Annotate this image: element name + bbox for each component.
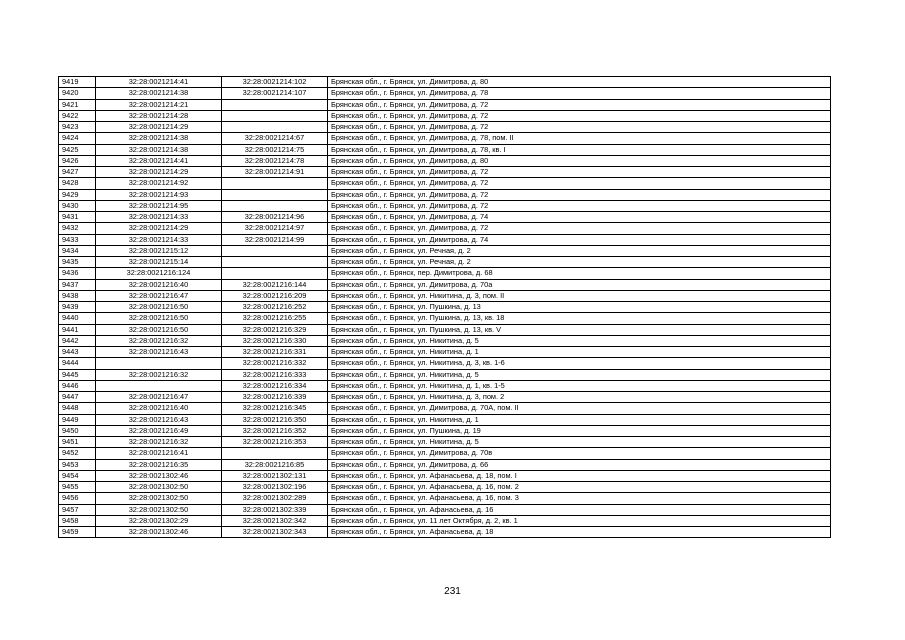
address-cell: Брянская обл., г. Брянск, ул. Димитрова, д. 72	[328, 122, 831, 133]
parcel-number-cell: 32:28:0021216:124	[96, 268, 222, 279]
parcel-number-cell: 32:28:0021302:46	[96, 527, 222, 538]
table-row	[59, 268, 831, 279]
record-number-cell: 9450	[59, 425, 96, 436]
parcel-number-cell: 32:28:0021214:29	[96, 223, 222, 234]
parcel-number-cell: 32:28:0021216:40	[96, 279, 222, 290]
table-row	[59, 200, 831, 211]
address-cell: Брянская обл., г. Брянск, ул. Афанасьева, д. 16	[328, 504, 831, 515]
address-cell: Брянская обл., г. Брянск, ул. Никитина, д. 3, пом. 2	[328, 392, 831, 403]
address-cell: Брянская обл., г. Брянск, ул. Димитрова, д. 70а	[328, 279, 831, 290]
address-cell: Брянская обл., г. Брянск, ул. Димитрова, д. 72	[328, 99, 831, 110]
address-cell: Брянская обл., г. Брянск, ул. Никитина, д. 5	[328, 369, 831, 380]
record-number-cell: 9446	[59, 380, 96, 391]
record-number-cell: 9438	[59, 290, 96, 301]
address-cell: Брянская обл., г. Брянск, ул. Никитина, д. 1, кв. 1-5	[328, 380, 831, 391]
records-table	[58, 76, 831, 538]
address-cell: Брянская обл., г. Брянск, ул. Димитрова, д. 72	[328, 178, 831, 189]
table-row	[59, 290, 831, 301]
object-number-cell: 32:28:0021214:96	[222, 212, 328, 223]
object-number-cell: 32:28:0021216:209	[222, 290, 328, 301]
object-number-cell: 32:28:0021216:345	[222, 403, 328, 414]
table-row	[59, 414, 831, 425]
record-number-cell: 9458	[59, 515, 96, 526]
address-cell: Брянская обл., г. Брянск, ул. Речная, д. 2	[328, 257, 831, 268]
table-row	[59, 167, 831, 178]
table-row	[59, 392, 831, 403]
object-number-cell: 32:28:0021216:252	[222, 302, 328, 313]
object-number-cell: 32:28:0021214:78	[222, 155, 328, 166]
table-row	[59, 482, 831, 493]
parcel-number-cell: 32:28:0021214:29	[96, 122, 222, 133]
parcel-number-cell: 32:28:0021214:33	[96, 234, 222, 245]
address-cell: Брянская обл., г. Брянск, ул. Димитрова, д. 80	[328, 77, 831, 88]
parcel-number-cell: 32:28:0021214:41	[96, 77, 222, 88]
record-number-cell: 9426	[59, 155, 96, 166]
object-number-cell	[222, 189, 328, 200]
object-number-cell: 32:28:0021214:99	[222, 234, 328, 245]
records-table-body	[59, 77, 831, 538]
address-cell: Брянская обл., г. Брянск, ул. Пушкина, д. 19	[328, 425, 831, 436]
record-number-cell: 9424	[59, 133, 96, 144]
parcel-number-cell	[96, 358, 222, 369]
record-number-cell: 9439	[59, 302, 96, 313]
parcel-number-cell: 32:28:0021302:29	[96, 515, 222, 526]
address-cell: Брянская обл., г. Брянск, ул. Никитина, д. 5	[328, 437, 831, 448]
table-row	[59, 133, 831, 144]
address-cell: Брянская обл., г. Брянск, ул. Димитрова, д. 78, кв. I	[328, 144, 831, 155]
parcel-number-cell: 32:28:0021216:49	[96, 425, 222, 436]
parcel-number-cell	[96, 380, 222, 391]
address-cell: Брянская обл., г. Брянск, ул. Димитрова, д. 70А, пом. II	[328, 403, 831, 414]
parcel-number-cell: 32:28:0021216:40	[96, 403, 222, 414]
record-number-cell: 9454	[59, 470, 96, 481]
object-number-cell: 32:28:0021216:352	[222, 425, 328, 436]
record-number-cell: 9419	[59, 77, 96, 88]
object-number-cell: 32:28:0021302:131	[222, 470, 328, 481]
address-cell: Брянская обл., г. Брянск, ул. Речная, д. 2	[328, 245, 831, 256]
object-number-cell: 32:28:0021216:350	[222, 414, 328, 425]
parcel-number-cell: 32:28:0021214:92	[96, 178, 222, 189]
parcel-number-cell: 32:28:0021214:95	[96, 200, 222, 211]
record-number-cell: 9437	[59, 279, 96, 290]
table-row	[59, 347, 831, 358]
page-number: 231	[444, 586, 461, 597]
object-number-cell: 32:28:0021216:144	[222, 279, 328, 290]
table-row	[59, 403, 831, 414]
record-number-cell: 9430	[59, 200, 96, 211]
record-number-cell: 9456	[59, 493, 96, 504]
object-number-cell: 32:28:0021214:67	[222, 133, 328, 144]
table-row	[59, 324, 831, 335]
parcel-number-cell: 32:28:0021216:50	[96, 302, 222, 313]
parcel-number-cell: 32:28:0021214:33	[96, 212, 222, 223]
address-cell: Брянская обл., г. Брянск, ул. Димитрова, д. 72	[328, 223, 831, 234]
record-number-cell: 9428	[59, 178, 96, 189]
record-number-cell: 9451	[59, 437, 96, 448]
record-number-cell: 9429	[59, 189, 96, 200]
object-number-cell: 32:28:0021214:107	[222, 88, 328, 99]
object-number-cell	[222, 200, 328, 211]
address-cell: Брянская обл., г. Брянск, ул. Димитрова, д. 78	[328, 88, 831, 99]
object-number-cell	[222, 245, 328, 256]
record-number-cell: 9452	[59, 448, 96, 459]
object-number-cell: 32:28:0021216:85	[222, 459, 328, 470]
table-row	[59, 527, 831, 538]
parcel-number-cell: 32:28:0021216:41	[96, 448, 222, 459]
table-row	[59, 358, 831, 369]
address-cell: Брянская обл., г. Брянск, ул. Димитрова, д. 70в	[328, 448, 831, 459]
object-number-cell: 32:28:0021216:332	[222, 358, 328, 369]
parcel-number-cell: 32:28:0021216:47	[96, 392, 222, 403]
address-cell: Брянская обл., г. Брянск, ул. Никитина, д. 5	[328, 335, 831, 346]
address-cell: Брянская обл., г. Брянск, ул. 11 лет Октября, д. 2, кв. 1	[328, 515, 831, 526]
parcel-number-cell: 32:28:0021215:12	[96, 245, 222, 256]
record-number-cell: 9420	[59, 88, 96, 99]
parcel-number-cell: 32:28:0021214:38	[96, 88, 222, 99]
address-cell: Брянская обл., г. Брянск, пер. Димитрова, д. 68	[328, 268, 831, 279]
table-row	[59, 504, 831, 515]
address-cell: Брянская обл., г. Брянск, ул. Димитрова, д. 74	[328, 234, 831, 245]
object-number-cell	[222, 122, 328, 133]
address-cell: Брянская обл., г. Брянск, ул. Никитина, д. 1	[328, 414, 831, 425]
record-number-cell: 9427	[59, 167, 96, 178]
record-number-cell: 9459	[59, 527, 96, 538]
table-row	[59, 234, 831, 245]
table-row	[59, 493, 831, 504]
record-number-cell: 9421	[59, 99, 96, 110]
record-number-cell: 9423	[59, 122, 96, 133]
table-row	[59, 189, 831, 200]
record-number-cell: 9434	[59, 245, 96, 256]
table-row	[59, 380, 831, 391]
table-row	[59, 470, 831, 481]
object-number-cell: 32:28:0021216:334	[222, 380, 328, 391]
table-row	[59, 335, 831, 346]
parcel-number-cell: 32:28:0021302:50	[96, 504, 222, 515]
address-cell: Брянская обл., г. Брянск, ул. Пушкина, д. 13, кв. 18	[328, 313, 831, 324]
parcel-number-cell: 32:28:0021214:38	[96, 133, 222, 144]
address-cell: Брянская обл., г. Брянск, ул. Афанасьева, д. 18, пом. I	[328, 470, 831, 481]
record-number-cell: 9435	[59, 257, 96, 268]
table-row	[59, 313, 831, 324]
address-cell: Брянская обл., г. Брянск, ул. Пушкина, д. 13	[328, 302, 831, 313]
record-number-cell: 9457	[59, 504, 96, 515]
record-number-cell: 9453	[59, 459, 96, 470]
object-number-cell	[222, 110, 328, 121]
object-number-cell	[222, 268, 328, 279]
record-number-cell: 9431	[59, 212, 96, 223]
address-cell: Брянская обл., г. Брянск, ул. Димитрова, д. 72	[328, 167, 831, 178]
address-cell: Брянская обл., г. Брянск, ул. Димитрова, д. 72	[328, 110, 831, 121]
record-number-cell: 9425	[59, 144, 96, 155]
table-row	[59, 448, 831, 459]
table-row	[59, 77, 831, 88]
parcel-number-cell: 32:28:0021216:35	[96, 459, 222, 470]
record-number-cell: 9433	[59, 234, 96, 245]
address-cell: Брянская обл., г. Брянск, ул. Афанасьева, д. 16, пом. 2	[328, 482, 831, 493]
address-cell: Брянская обл., г. Брянск, ул. Димитрова, д. 80	[328, 155, 831, 166]
object-number-cell: 32:28:0021216:331	[222, 347, 328, 358]
address-cell: Брянская обл., г. Брянск, ул. Пушкина, д. 13, кв. V	[328, 324, 831, 335]
table-row	[59, 369, 831, 380]
table-row	[59, 155, 831, 166]
object-number-cell: 32:28:0021216:333	[222, 369, 328, 380]
parcel-number-cell: 32:28:0021302:50	[96, 493, 222, 504]
record-number-cell: 9445	[59, 369, 96, 380]
address-cell: Брянская обл., г. Брянск, ул. Афанасьева, д. 16, пом. 3	[328, 493, 831, 504]
parcel-number-cell: 32:28:0021214:28	[96, 110, 222, 121]
address-cell: Брянская обл., г. Брянск, ул. Димитрова, д. 72	[328, 189, 831, 200]
table-row	[59, 437, 831, 448]
table-row	[59, 459, 831, 470]
parcel-number-cell: 32:28:0021216:32	[96, 437, 222, 448]
table-row	[59, 122, 831, 133]
record-number-cell: 9436	[59, 268, 96, 279]
object-number-cell: 32:28:0021214:75	[222, 144, 328, 155]
parcel-number-cell: 32:28:0021302:50	[96, 482, 222, 493]
object-number-cell	[222, 257, 328, 268]
parcel-number-cell: 32:28:0021216:32	[96, 335, 222, 346]
object-number-cell: 32:28:0021214:102	[222, 77, 328, 88]
record-number-cell: 9442	[59, 335, 96, 346]
address-cell: Брянская обл., г. Брянск, ул. Димитрова, д. 78, пом. II	[328, 133, 831, 144]
address-cell: Брянская обл., г. Брянск, ул. Никитина, д. 3, кв. 1-6	[328, 358, 831, 369]
parcel-number-cell: 32:28:0021216:43	[96, 414, 222, 425]
object-number-cell	[222, 448, 328, 459]
table-row	[59, 245, 831, 256]
address-cell: Брянская обл., г. Брянск, ул. Димитрова, д. 74	[328, 212, 831, 223]
table-row	[59, 425, 831, 436]
address-cell: Брянская обл., г. Брянск, ул. Никитина, д. 3, пом. II	[328, 290, 831, 301]
address-cell: Брянская обл., г. Брянск, ул. Никитина, д. 1	[328, 347, 831, 358]
table-row	[59, 223, 831, 234]
parcel-number-cell: 32:28:0021214:93	[96, 189, 222, 200]
address-cell: Брянская обл., г. Брянск, ул. Димитрова, д. 72	[328, 200, 831, 211]
parcel-number-cell: 32:28:0021214:38	[96, 144, 222, 155]
record-number-cell: 9422	[59, 110, 96, 121]
parcel-number-cell: 32:28:0021302:46	[96, 470, 222, 481]
parcel-number-cell: 32:28:0021214:41	[96, 155, 222, 166]
object-number-cell: 32:28:0021216:330	[222, 335, 328, 346]
table-row	[59, 110, 831, 121]
record-number-cell: 9448	[59, 403, 96, 414]
record-number-cell: 9444	[59, 358, 96, 369]
object-number-cell: 32:28:0021216:353	[222, 437, 328, 448]
table-row	[59, 515, 831, 526]
table-row	[59, 178, 831, 189]
record-number-cell: 9443	[59, 347, 96, 358]
record-number-cell: 9449	[59, 414, 96, 425]
table-row	[59, 88, 831, 99]
table-row	[59, 99, 831, 110]
parcel-number-cell: 32:28:0021216:50	[96, 313, 222, 324]
record-number-cell: 9441	[59, 324, 96, 335]
table-row	[59, 212, 831, 223]
address-cell: Брянская обл., г. Брянск, ул. Димитрова, д. 66	[328, 459, 831, 470]
parcel-number-cell: 32:28:0021216:50	[96, 324, 222, 335]
object-number-cell: 32:28:0021302:339	[222, 504, 328, 515]
object-number-cell: 32:28:0021302:343	[222, 527, 328, 538]
table-row	[59, 144, 831, 155]
object-number-cell: 32:28:0021302:342	[222, 515, 328, 526]
parcel-number-cell: 32:28:0021216:43	[96, 347, 222, 358]
record-number-cell: 9432	[59, 223, 96, 234]
table-row	[59, 279, 831, 290]
parcel-number-cell: 32:28:0021214:29	[96, 167, 222, 178]
object-number-cell: 32:28:0021302:196	[222, 482, 328, 493]
object-number-cell	[222, 178, 328, 189]
parcel-number-cell: 32:28:0021216:47	[96, 290, 222, 301]
object-number-cell	[222, 99, 328, 110]
parcel-number-cell: 32:28:0021214:21	[96, 99, 222, 110]
object-number-cell: 32:28:0021302:289	[222, 493, 328, 504]
parcel-number-cell: 32:28:0021215:14	[96, 257, 222, 268]
record-number-cell: 9455	[59, 482, 96, 493]
object-number-cell: 32:28:0021214:91	[222, 167, 328, 178]
table-row	[59, 257, 831, 268]
parcel-number-cell: 32:28:0021216:32	[96, 369, 222, 380]
record-number-cell: 9440	[59, 313, 96, 324]
object-number-cell: 32:28:0021214:97	[222, 223, 328, 234]
object-number-cell: 32:28:0021216:339	[222, 392, 328, 403]
record-number-cell: 9447	[59, 392, 96, 403]
object-number-cell: 32:28:0021216:255	[222, 313, 328, 324]
object-number-cell: 32:28:0021216:329	[222, 324, 328, 335]
address-cell: Брянская обл., г. Брянск, ул. Афанасьева, д. 18	[328, 527, 831, 538]
table-row	[59, 302, 831, 313]
